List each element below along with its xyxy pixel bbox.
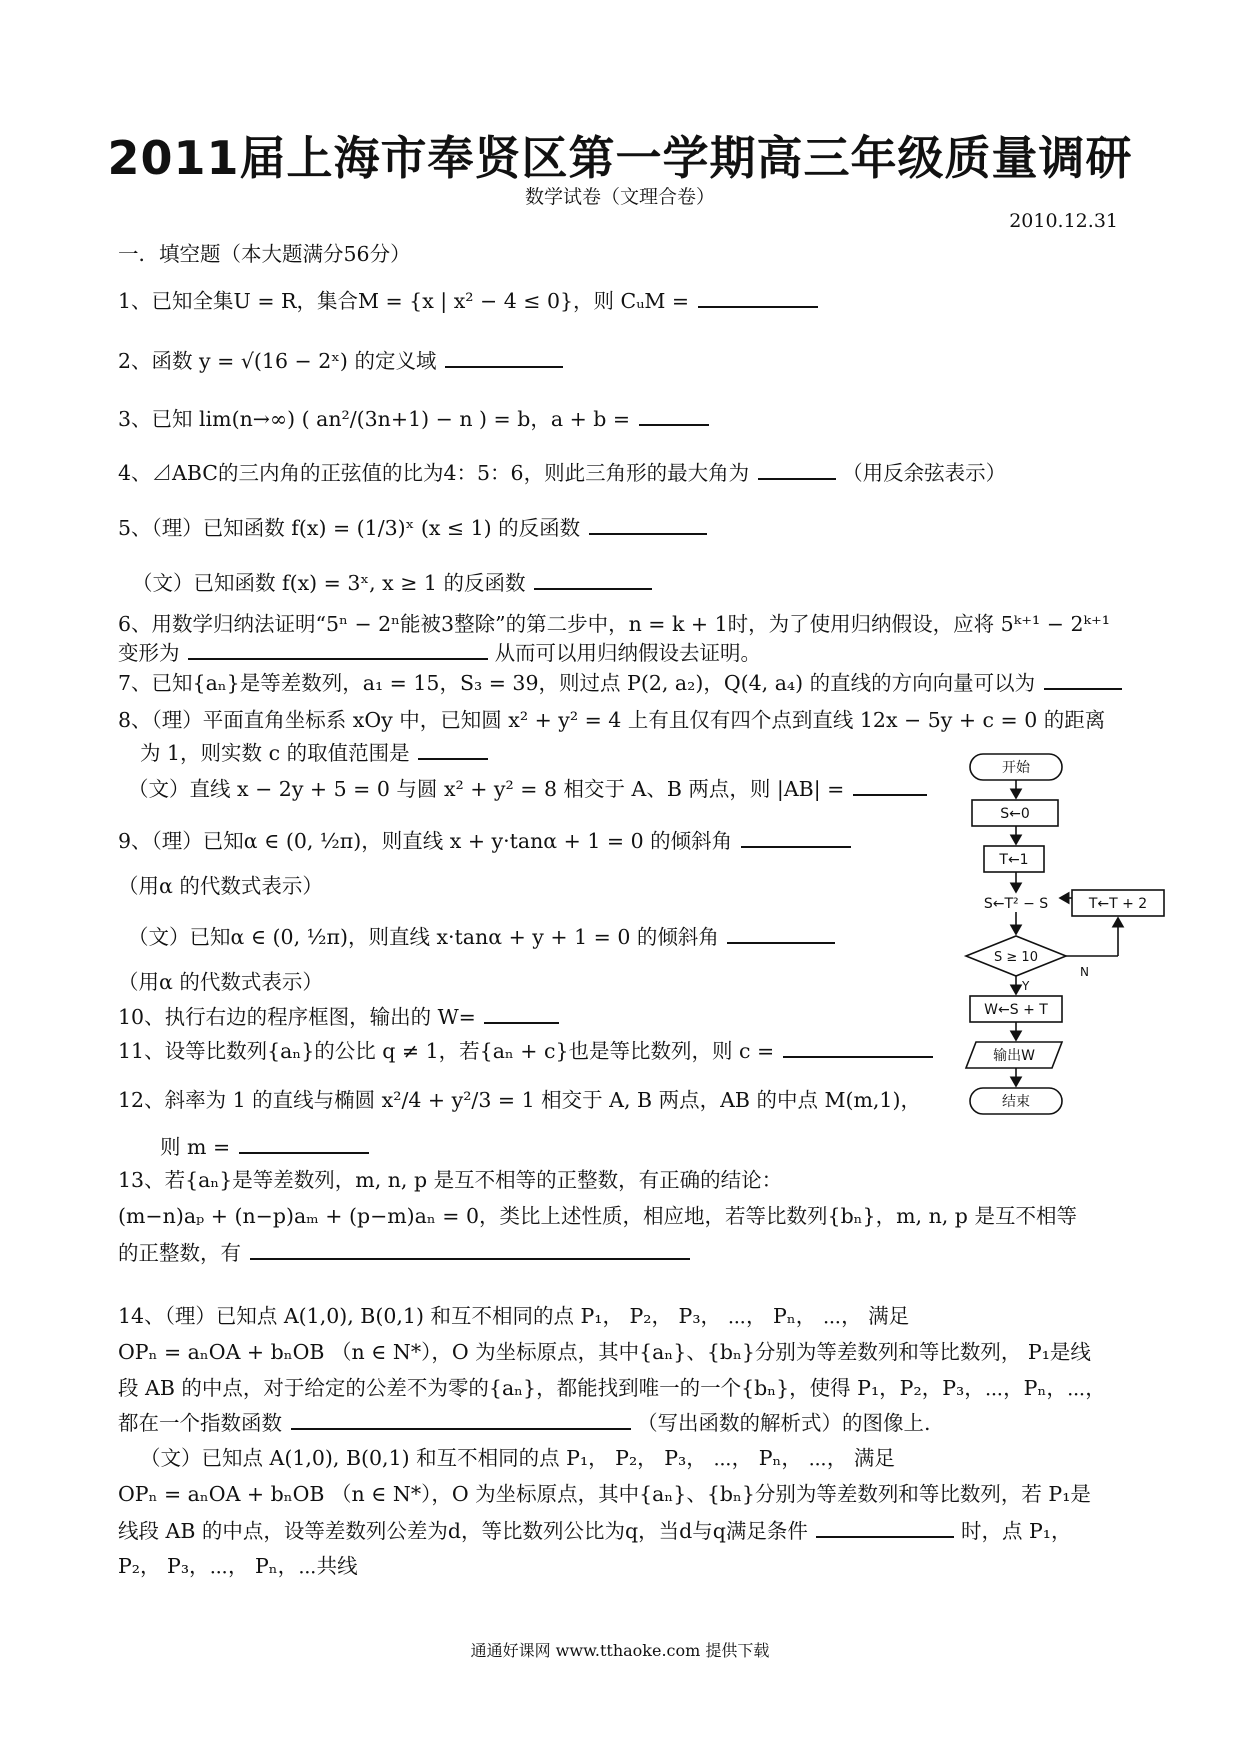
question-14-line1: 14、（理）已知点 A(1,0), B(0,1) 和互不相同的点 P₁， P₂， P₃， ⋯， Pₙ， ⋯， 满足 <box>118 1304 910 1328</box>
page-footer: 通通好课网 www.tthaoke.com 提供下载 <box>470 1641 770 1660</box>
answer-blank-9c[interactable] <box>727 922 835 944</box>
question-8-text: 为 1，则实数 c 的取值范围是 <box>140 741 410 765</box>
question-8-line1: 8、（理）平面直角坐标系 xOy 中，已知圆 x² + y² = 4 上有且仅有四个点到直线 12x − 5y + c = 0 的距离 <box>118 708 1106 732</box>
question-14-line4 <box>118 1408 931 1437</box>
question-14-prefix: 都在一个指数函数 <box>118 1411 282 1435</box>
question-12-text: 则 m = <box>160 1135 231 1159</box>
flowchart-s-update-label: S←T² − S <box>983 896 1049 912</box>
question-9-note1: （用α 的代数式表示） <box>118 874 323 898</box>
answer-blank-10[interactable] <box>484 1002 559 1024</box>
question-4-note: （用反余弦表示） <box>842 461 1007 485</box>
answer-blank-5b[interactable] <box>534 568 652 590</box>
question-7-text: 7、已知{aₙ}是等差数列，a₁ = 15，S₃ = 39，则过点 P(2, a₂)，Q(4, a₄) 的直线的方向向量可以为 <box>118 671 1036 695</box>
question-2 <box>118 346 563 375</box>
flowchart-output-label: 输出W <box>993 1048 1035 1064</box>
question-13-line1: 13、若{aₙ}是等差数列，m, n, p 是互不相等的正整数，有正确的结论： <box>118 1168 783 1192</box>
exam-title: 2011届上海市奉贤区第一学期高三年级质量调研 <box>107 131 1133 185</box>
flowchart-start-label: 开始 <box>1002 760 1030 776</box>
question-9-arts <box>128 922 835 951</box>
question-12-line1: 12、斜率为 1 的直线与椭圆 x²/4 + y²/3 = 1 相交于 A, B 两点，AB 的中点 M(m,1)， <box>118 1088 921 1112</box>
answer-blank-6[interactable] <box>188 638 488 660</box>
program-flowchart <box>940 750 1170 1120</box>
question-8-arts <box>128 774 927 803</box>
question-6-prefix: 变形为 <box>118 641 180 665</box>
question-9-science <box>118 826 851 855</box>
answer-blank-7[interactable] <box>1044 668 1122 690</box>
question-1-text: 1、已知全集U = R，集合M = {x | x² − 4 ≤ 0}，则 CᵤM = <box>118 289 690 313</box>
question-5-arts <box>132 568 652 597</box>
question-5b-text: （文）已知函数 f(x) = 3ˣ, x ≥ 1 的反函数 <box>132 571 526 595</box>
question-14g-prefix: 线段 AB 的中点，设等差数列公差为d，等比数列公比为q，当d与q满足条件 <box>118 1519 808 1543</box>
answer-blank-8c[interactable] <box>853 774 927 796</box>
flowchart-no-label: N <box>1080 965 1089 979</box>
flowchart-end-label: 结束 <box>1002 1094 1030 1110</box>
question-14-suffix: （写出函数的解析式）的图像上. <box>637 1411 931 1435</box>
answer-blank-13[interactable] <box>250 1238 690 1260</box>
question-9-note2: （用α 的代数式表示） <box>118 970 323 994</box>
question-14-line3: 段 AB 的中点，对于给定的公差不为零的{aₙ}，都能找到唯一的一个{bₙ}，使得 P₁，P₂，P₃，⋯，Pₙ，⋯， <box>118 1376 1106 1400</box>
question-6-line1: 6、用数学归纳法证明“5ⁿ − 2ⁿ能被3整除”的第二步中，n = k + 1时，为了使用归纳假设，应将 5ᵏ⁺¹ − 2ᵏ⁺¹ <box>118 612 1111 636</box>
question-2-text: 2、函数 y = √(16 − 2ˣ) 的定义域 <box>118 349 437 373</box>
flowchart-t-update-label: T←T + 2 <box>1088 896 1148 912</box>
question-6-suffix: 从而可以用归纳假设去证明。 <box>494 641 762 665</box>
question-4 <box>118 458 1006 487</box>
question-3 <box>118 404 709 433</box>
question-13-line2: (m−n)aₚ + (n−p)aₘ + (p−m)aₙ = 0，类比上述性质，相应地，若等比数列{bₙ}，m, n, p 是互不相等 <box>118 1204 1077 1228</box>
question-10 <box>118 1002 559 1031</box>
flowchart-t-init-label: T←1 <box>999 852 1029 868</box>
question-11-text: 11、设等比数列{aₙ}的公比 q ≠ 1，若{aₙ + c}也是等比数列，则 c = <box>118 1039 775 1063</box>
answer-blank-11[interactable] <box>783 1036 933 1058</box>
answer-blank-5a[interactable] <box>589 513 707 535</box>
section-heading: 一．填空题（本大题满分56分） <box>118 242 411 266</box>
question-13-line3 <box>118 1238 690 1267</box>
answer-blank-1[interactable] <box>698 286 818 308</box>
question-8c-text: （文）直线 x − 2y + 5 = 0 与圆 x² + y² = 8 相交于 A、B 两点，则 |AB| = <box>128 777 845 801</box>
exam-date: 2010.12.31 <box>1009 210 1118 232</box>
question-11 <box>118 1036 933 1065</box>
flowchart-condition-label: S ≥ 10 <box>994 950 1038 965</box>
answer-blank-14[interactable] <box>291 1408 631 1430</box>
answer-blank-9a[interactable] <box>741 826 851 848</box>
flowchart-yes-label: Y <box>1022 979 1030 993</box>
question-14-arts-line1: （文）已知点 A(1,0), B(0,1) 和互不相同的点 P₁， P₂， P₃， ⋯， Pₙ， ⋯， 满足 <box>140 1446 895 1470</box>
question-6-line2 <box>118 638 761 667</box>
question-14-arts-line4: P₂， P₃，⋯， Pₙ，⋯共线 <box>118 1554 358 1578</box>
question-9a-text: 9、（理）已知α ∈ (0, ½π)，则直线 x + y·tanα + 1 = 0 的倾斜角 <box>118 829 733 853</box>
question-10-text: 10、执行右边的程序框图，输出的 W= <box>118 1005 476 1029</box>
question-9c-text: （文）已知α ∈ (0, ½π)，则直线 x·tanα + y + 1 = 0 的倾斜角 <box>128 925 719 949</box>
question-3-text: 3、已知 lim(n→∞) ( an²/(3n+1) − n ) = b，a + b = <box>118 407 631 431</box>
question-14-line2: OPₙ = aₙOA + bₙOB （n ∈ N*），O 为坐标原点，其中{aₙ}、{bₙ}分别为等差数列和等比数列， P₁是线 <box>118 1340 1091 1364</box>
flowchart-svg <box>940 750 1170 1120</box>
question-5a-text: 5、（理）已知函数 f(x) = (1/3)ˣ (x ≤ 1) 的反函数 <box>118 516 581 540</box>
answer-blank-2[interactable] <box>445 346 563 368</box>
question-13-text: 的正整数，有 <box>118 1241 241 1265</box>
question-14g-suffix: 时，点 P₁， <box>960 1519 1072 1543</box>
question-5-science <box>118 513 707 542</box>
question-8-line2 <box>140 738 488 767</box>
exam-subtitle: 数学试卷（文理合卷） <box>524 186 715 208</box>
answer-blank-12[interactable] <box>239 1132 369 1154</box>
flowchart-w-assign-label: W←S + T <box>984 1002 1048 1018</box>
question-7 <box>118 668 1122 697</box>
answer-blank-8[interactable] <box>418 738 488 760</box>
question-1 <box>118 286 818 315</box>
question-14-arts-line3 <box>118 1516 1072 1545</box>
question-4-text: 4、⊿ABC的三内角的正弦值的比为4：5：6，则此三角形的最大角为 <box>118 461 750 485</box>
flowchart-s-init-label: S←0 <box>1000 806 1030 822</box>
answer-blank-4[interactable] <box>758 458 836 480</box>
question-14-arts-line2: OPₙ = aₙOA + bₙOB （n ∈ N*），O 为坐标原点，其中{aₙ}、{bₙ}分别为等差数列和等比数列，若 P₁是 <box>118 1482 1091 1506</box>
answer-blank-3[interactable] <box>639 404 709 426</box>
question-12-line2 <box>160 1132 369 1161</box>
answer-blank-14g[interactable] <box>816 1516 954 1538</box>
